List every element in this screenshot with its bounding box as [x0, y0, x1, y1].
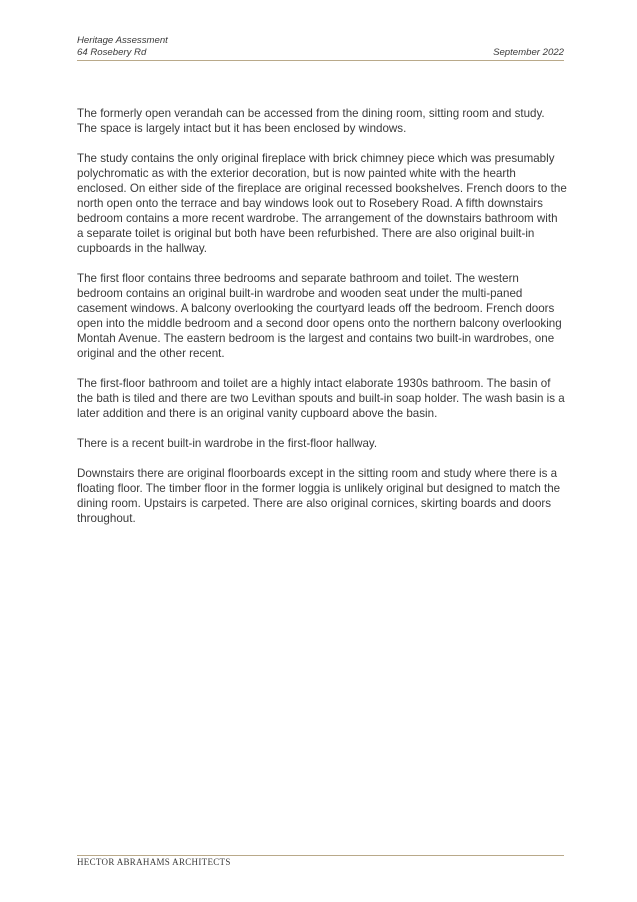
paragraph-floors: Downstairs there are original floorboards except in the sitting room and study where there is a floating floor. The timber floor in the former loggia is unlikely original but designed to match the dining room. Upstairs is carpeted. There are also original cornices, skirting boards and doors throughout.	[77, 467, 561, 525]
footer-divider	[77, 855, 564, 856]
header-title: Heritage Assessment	[77, 35, 168, 46]
paragraph-study: The study contains the only original fireplace with brick chimney piece which was presumably polychromatic as with the exterior decoration, but is now painted white with the hearth enclosed. On either side of the fireplace are original recessed bookshelves. French doors to the north open onto the terrace and bay windows look out to Rosebery Road. A fifth downstairs bedroom contains a more recent wardrobe. The arrangement of the downstairs bathroom with a separate toilet is original but both have been refurbished. There are also original built-in cupboards in the hallway.	[77, 152, 567, 255]
paragraph-bathroom: The first-floor bathroom and toilet are a highly intact elaborate 1930s bathroom. The basin of the bath is tiled and there are two Levithan spouts and built-in soap holder. The wash basin is a later addition and there is an original vanity cupboard above the basin.	[77, 377, 565, 420]
header-address: 64 Rosebery Rd	[77, 46, 147, 58]
paragraph-verandah: The formerly open verandah can be accessed from the dining room, sitting room and study. The space is largely intact but it has been enclosed by windows.	[77, 107, 545, 135]
page-header	[77, 35, 564, 58]
header-row	[77, 47, 564, 59]
document-body	[77, 106, 567, 541]
paragraph-first-floor: The first floor contains three bedrooms and separate bathroom and toilet. The western bedroom contains an original built-in wardrobe and wooden seat under the multi-paned casement windows. A balcony overlooking the courtyard leads off the bedroom. French doors open into the middle bedroom and a second door opens onto the northern balcony overlooking Montah Avenue. The eastern bedroom is the largest and contains two built-in wardrobes, one original and the other recent.	[77, 272, 562, 360]
header-divider	[77, 60, 564, 61]
footer-firm-name: HECTOR ABRAHAMS ARCHITECTS	[77, 857, 231, 867]
header-date: September 2022	[493, 46, 564, 58]
paragraph-hallway: There is a recent built-in wardrobe in the first-floor hallway.	[77, 437, 378, 450]
